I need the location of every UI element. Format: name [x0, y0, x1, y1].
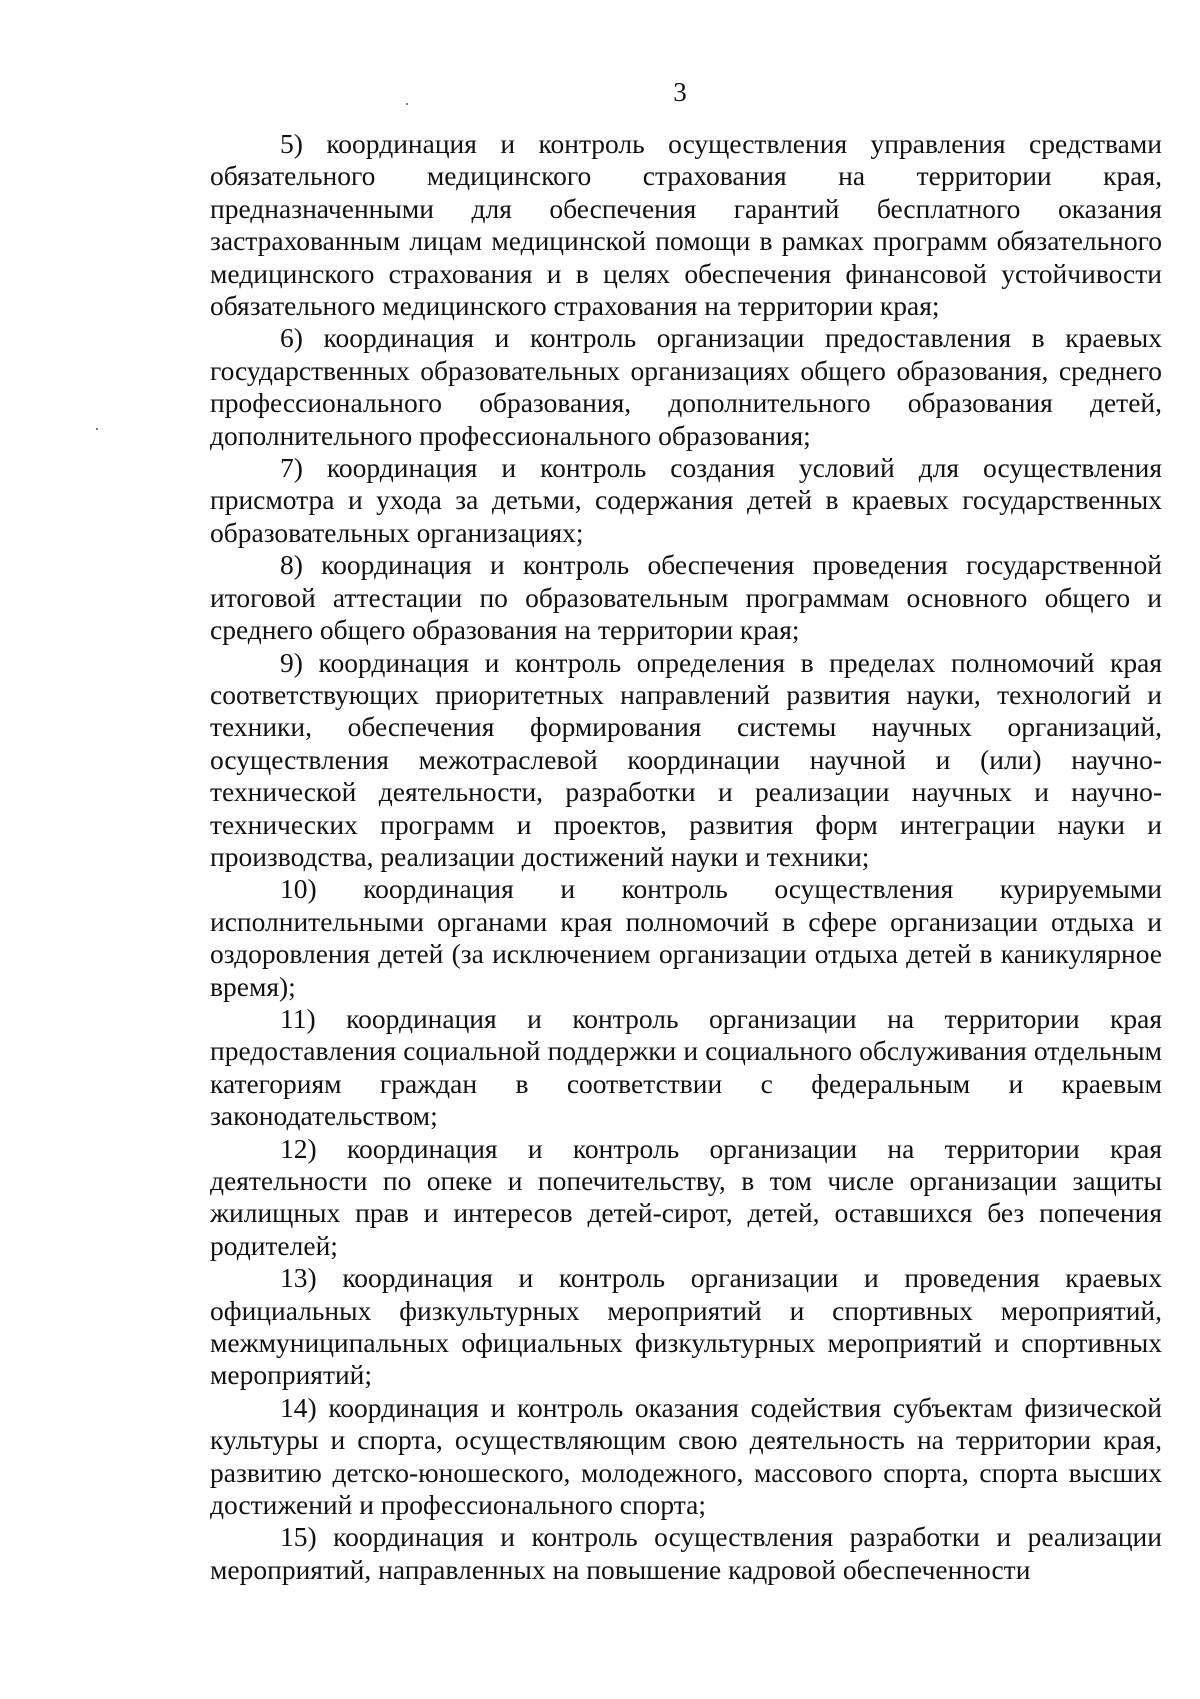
list-item: 9) координация и контроль определения в пределах полномочий края соответствующих приоритетных направлений развития науки, технологий и техники, обеспечения формирования системы научных организаций, осуществления межотраслевой координации научной и (или) научно-технической деятельности, разработки и реализации научных и научно-технических программ и проектов, развития форм интеграции науки и производства, реализации достижений науки и техники; [210, 646, 1162, 872]
list-item: 12) координация и контроль организации на территории края деятельности по опеке и попечительству, в том числе организации защиты жилищных прав и интересов детей-сирот, детей, оставшихся без попечения родителей; [210, 1132, 1162, 1261]
scan-artifact-dot [406, 103, 408, 105]
list-item: 5) координация и контроль осуществления управления средствами обязательного медицинского страхования на территории края, предназначенными для обеспечения гарантий бесплатного оказания застрахованным лицам медицинской помощи в рамках программ обязательного медицинского страхования и в целях обеспечения финансовой устойчивости обязательного медицинского страхования на территории края; [210, 128, 1162, 322]
scan-artifact-dot [96, 428, 98, 430]
list-item: 6) координация и контроль организации предоставления в краевых государственных образовательных организациях общего образования, среднего профессионального образования, дополнительного образования детей, дополнительного профессионального образования; [210, 322, 1162, 451]
list-item: 11) координация и контроль организации на территории края предоставления социальной поддержки и социального обслуживания отдельным категориям граждан в соответствии с федеральным и краевым законодательством; [210, 1002, 1162, 1132]
document-body [210, 128, 1162, 1586]
list-item: 14) координация и контроль оказания содействия субъектам физической культуры и спорта, осуществляющим свою деятельность на территории края, развитию детско-юношеского, молодежного, массового спорта, спорта высших достижений и профессионального спорта; [210, 1391, 1162, 1521]
page-number: 3 [673, 77, 687, 107]
list-item: 10) координация и контроль осуществления курируемыми исполнительными органами края полномочий в сфере организации отдыха и оздоровления детей (за исключением организации отдыха детей в каникулярное время); [210, 873, 1162, 1002]
list-item: 7) координация и контроль создания условий для осуществления присмотра и ухода за детьми, содержания детей в краевых государственных образовательных организациях; [210, 452, 1162, 548]
list-item: 8) координация и контроль обеспечения проведения государственной итоговой аттестации по образовательным программам основного общего и среднего общего образования на территории края; [210, 549, 1162, 646]
list-item: 13) координация и контроль организации и проведения краевых официальных физкультурных мероприятий и спортивных мероприятий, межмуниципальных официальных физкультурных мероприятий и спортивных мероприятий; [210, 1262, 1162, 1391]
list-item: 15) координация и контроль осуществления разработки и реализации мероприятий, направленных на повышение кадровой обеспеченности [210, 1521, 1162, 1585]
